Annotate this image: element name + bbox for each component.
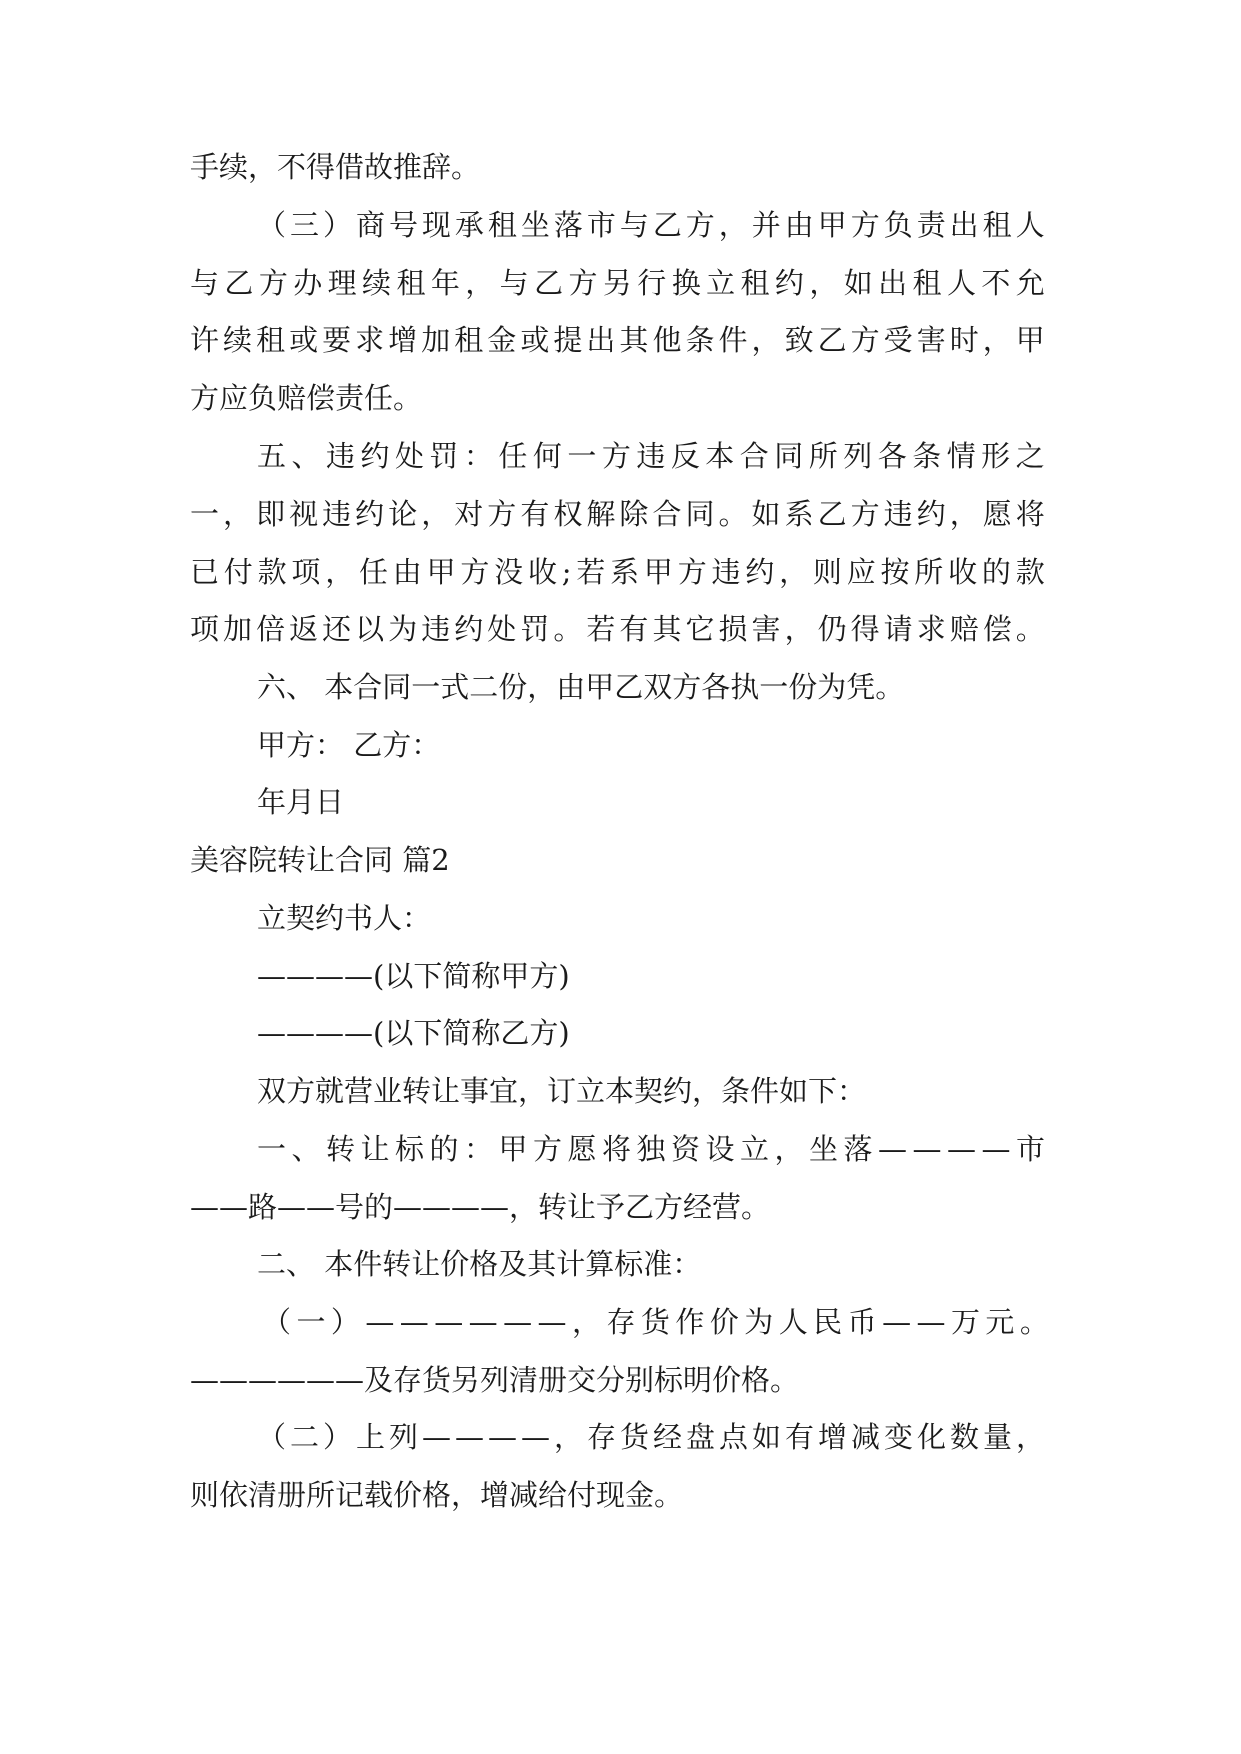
text-char: 有 <box>784 1420 814 1454</box>
text-char: 请 <box>883 612 913 646</box>
text-char: 视 <box>289 497 319 531</box>
text-char: 加 <box>421 323 451 357</box>
text-char: 市 <box>586 208 616 242</box>
text-char: ， <box>774 1132 804 1166</box>
text-char: 款 <box>1015 555 1045 589</box>
text-char: 减 <box>850 1420 880 1454</box>
text-char: 立 <box>740 1132 770 1166</box>
text-char: — <box>878 1132 907 1166</box>
text-char: 愿 <box>982 497 1012 531</box>
text-char: 方 <box>460 555 490 589</box>
text-char: 或 <box>289 323 319 357</box>
text-char: 仍 <box>817 612 847 646</box>
text-char: 加 <box>223 612 253 646</box>
text-char: 货 <box>619 1420 649 1454</box>
text-char: 收 <box>948 555 978 589</box>
text-char: 项 <box>190 612 220 646</box>
text-char: 方 <box>533 1132 563 1166</box>
text-char: 约 <box>916 497 946 531</box>
text-char: 列 <box>389 1420 419 1454</box>
text-char: 数 <box>949 1420 979 1454</box>
text-char: 由 <box>784 208 814 242</box>
text-char: 乙 <box>652 208 682 242</box>
text-char: ; <box>561 555 572 589</box>
text-char: ， <box>465 266 495 300</box>
text-char: 。 <box>1019 1305 1049 1339</box>
text-line-18 <box>257 1129 1045 1169</box>
text-line-16: ————(以下简称乙方) <box>257 1016 570 1050</box>
text-line-6 <box>257 436 1045 476</box>
text-char: 款 <box>257 555 287 589</box>
text-char: 方 <box>601 439 631 473</box>
text-line-10: 六、 本合同一式二份，由甲乙双方各执一份为凭。 <box>257 670 905 704</box>
text-char: 要 <box>322 323 352 357</box>
text-char: 其 <box>652 612 682 646</box>
text-char: 条 <box>685 323 715 357</box>
text-char: 一 <box>567 439 597 473</box>
text-char: ） <box>322 208 352 242</box>
text-char: 与 <box>619 208 649 242</box>
text-char: 民 <box>813 1305 843 1339</box>
text-char: 年 <box>430 266 460 300</box>
text-char: 落 <box>843 1132 873 1166</box>
text-char: 已 <box>190 555 220 589</box>
text-char: 盘 <box>685 1420 715 1454</box>
text-char: ， <box>325 555 355 589</box>
text-char: 对 <box>454 497 484 531</box>
text-char: 致 <box>784 323 814 357</box>
text-char: 方 <box>568 266 598 300</box>
text-char: 号 <box>388 208 418 242</box>
text-char: 违 <box>325 439 355 473</box>
text-line-11: 甲方： 乙方： <box>257 728 441 762</box>
text-char: 合 <box>652 497 682 531</box>
text-char: 甲 <box>1015 323 1045 357</box>
text-char: 一 <box>296 1305 326 1339</box>
text-char: 由 <box>392 555 422 589</box>
text-char: 方 <box>685 208 715 242</box>
text-char: 的 <box>429 1132 459 1166</box>
text-char: ， <box>553 1420 583 1454</box>
text-char: 租 <box>912 266 942 300</box>
text-char: 合 <box>739 439 769 473</box>
text-char: 租 <box>740 266 770 300</box>
text-char: 付 <box>223 555 253 589</box>
text-char: 现 <box>421 208 451 242</box>
text-char: 应 <box>846 555 876 589</box>
text-char: 则 <box>812 555 842 589</box>
text-char: 收 <box>527 555 557 589</box>
text-char: 所 <box>914 555 944 589</box>
text-char: 独 <box>636 1132 666 1166</box>
text-line-7 <box>190 494 1045 534</box>
text-char: 租 <box>454 323 484 357</box>
text-char: 得 <box>850 612 880 646</box>
text-line-24: 则依清册所记载价格，增减给付现金。 <box>190 1478 684 1512</box>
text-line-2 <box>257 205 1045 245</box>
text-char: 续 <box>362 266 392 300</box>
text-char: 返 <box>289 612 319 646</box>
text-char: （ <box>262 1305 292 1339</box>
text-line-23 <box>257 1417 1045 1457</box>
text-line-4 <box>190 320 1045 360</box>
text-char: 件 <box>718 323 748 357</box>
text-char: 条 <box>912 439 942 473</box>
text-char: 违 <box>421 612 451 646</box>
text-char: 约 <box>360 439 390 473</box>
text-char: 本 <box>705 439 735 473</box>
text-char: 理 <box>327 266 357 300</box>
text-char: 求 <box>916 612 946 646</box>
text-char: 与 <box>499 266 529 300</box>
text-char: 他 <box>652 323 682 357</box>
section-heading: 美容院转让合同 篇2 <box>190 843 450 877</box>
text-char: — <box>434 1305 464 1339</box>
text-char: — <box>882 1305 912 1339</box>
text-char: ， <box>718 208 748 242</box>
text-char: 各 <box>877 439 907 473</box>
text-char: 允 <box>1015 266 1045 300</box>
text-char: 违 <box>322 497 352 531</box>
text-char: 方 <box>850 323 880 357</box>
text-line-5: 方应负赔偿责任。 <box>190 381 423 415</box>
text-char: 如 <box>843 266 873 300</box>
text-char: 币 <box>847 1305 877 1339</box>
text-char: 增 <box>817 1420 847 1454</box>
text-char: 除 <box>619 497 649 531</box>
text-char: 化 <box>916 1420 946 1454</box>
text-char: ， <box>751 323 781 357</box>
text-line-21 <box>262 1302 1049 1342</box>
text-char: 。 <box>553 612 583 646</box>
text-char: 为 <box>744 1305 774 1339</box>
text-char: 以 <box>355 612 385 646</box>
text-char: 愿 <box>567 1132 597 1166</box>
text-char: 市 <box>1015 1132 1045 1166</box>
text-char: 提 <box>553 323 583 357</box>
text-char: 处 <box>487 612 517 646</box>
text-char: 权 <box>553 497 583 531</box>
text-char: 反 <box>670 439 700 473</box>
text-char: 乙 <box>817 323 847 357</box>
text-char: ， <box>949 497 979 531</box>
text-char: 、 <box>291 439 321 473</box>
text-char: 害 <box>916 323 946 357</box>
text-char: 续 <box>223 323 253 357</box>
text-char: ） <box>323 1420 353 1454</box>
text-char: 约 <box>774 266 804 300</box>
text-char: 变 <box>883 1420 913 1454</box>
text-char: 罚 <box>520 612 550 646</box>
text-char: — <box>468 1305 498 1339</box>
text-char: 价 <box>709 1305 739 1339</box>
text-line-20: 二、 本件转让价格及其计算标准： <box>257 1247 702 1281</box>
text-char: ， <box>223 497 253 531</box>
text-char: 办 <box>293 266 323 300</box>
text-char: 金 <box>487 323 517 357</box>
text-char: 甲 <box>817 208 847 242</box>
text-char: 方 <box>850 208 880 242</box>
text-char: 转 <box>326 1132 356 1166</box>
text-char: 按 <box>880 555 910 589</box>
text-char: 租 <box>256 323 286 357</box>
text-char: ， <box>571 1305 601 1339</box>
text-char: — <box>365 1305 395 1339</box>
text-char: ， <box>1015 1420 1045 1454</box>
text-char: 列 <box>843 439 873 473</box>
text-char: 方 <box>677 555 707 589</box>
text-char: 标 <box>395 1132 425 1166</box>
text-char: 租 <box>982 208 1012 242</box>
text-line-8 <box>190 552 1045 592</box>
text-char: 同 <box>685 497 715 531</box>
text-char: 违 <box>636 439 666 473</box>
text-char: 损 <box>718 612 748 646</box>
text-char: — <box>422 1420 451 1454</box>
text-char: 约 <box>454 612 484 646</box>
text-char: 的 <box>981 555 1011 589</box>
text-char: 租 <box>396 266 426 300</box>
text-char: 三 <box>289 208 319 242</box>
text-char: 二 <box>290 1420 320 1454</box>
text-char: ） <box>330 1305 360 1339</box>
text-char: 立 <box>706 266 736 300</box>
text-char: 与 <box>190 266 220 300</box>
text-char: 换 <box>671 266 701 300</box>
text-char: 系 <box>784 497 814 531</box>
text-char: 没 <box>494 555 524 589</box>
text-char: 罚 <box>429 439 459 473</box>
text-char: 方 <box>487 497 517 531</box>
text-char: 商 <box>355 208 385 242</box>
text-char: 解 <box>586 497 616 531</box>
text-char: 约 <box>355 497 385 531</box>
text-char: （ <box>257 1420 287 1454</box>
text-char: 或 <box>520 323 550 357</box>
text-char: 倍 <box>256 612 286 646</box>
text-char: 如 <box>751 497 781 531</box>
text-char: 它 <box>685 612 715 646</box>
text-char: 若 <box>586 612 616 646</box>
text-char: 设 <box>705 1132 735 1166</box>
text-char: 坐 <box>809 1132 839 1166</box>
text-char: 偿 <box>982 612 1012 646</box>
text-char: 甲 <box>643 555 673 589</box>
text-char: 租 <box>487 208 517 242</box>
text-char: 人 <box>1015 208 1045 242</box>
text-char: — <box>454 1420 484 1454</box>
text-char: 。 <box>1015 612 1045 646</box>
text-char: （ <box>257 208 287 242</box>
text-char: 承 <box>454 208 484 242</box>
text-char: 许 <box>190 323 220 357</box>
text-char: 上 <box>356 1420 386 1454</box>
text-char: 甲 <box>498 1132 528 1166</box>
text-char: 乙 <box>817 497 847 531</box>
text-char: — <box>503 1305 533 1339</box>
text-char: 甲 <box>426 555 456 589</box>
text-char: 经 <box>652 1420 682 1454</box>
text-char: 求 <box>355 323 385 357</box>
text-char: 为 <box>388 612 418 646</box>
text-char: 一 <box>190 497 220 531</box>
text-char: 受 <box>883 323 913 357</box>
text-line-22: ——————及存货另列清册交分别标明价格。 <box>190 1363 800 1397</box>
text-char: — <box>537 1305 567 1339</box>
text-char: 何 <box>532 439 562 473</box>
text-char: 乙 <box>534 266 564 300</box>
text-char: — <box>912 1132 942 1166</box>
text-char: 元 <box>985 1305 1015 1339</box>
text-char: ： <box>463 439 493 473</box>
text-char: 有 <box>520 497 550 531</box>
text-char: 赔 <box>949 612 979 646</box>
text-char: 让 <box>360 1132 390 1166</box>
text-char: 违 <box>883 497 913 531</box>
text-char: — <box>946 1132 976 1166</box>
text-char: 出 <box>586 323 616 357</box>
text-char: 所 <box>808 439 838 473</box>
text-char: 资 <box>671 1132 701 1166</box>
text-line-17: 双方就营业转让事宜，订立本契约，条件如下： <box>257 1074 867 1108</box>
text-char: ， <box>982 323 1012 357</box>
text-char: 乙 <box>224 266 254 300</box>
text-char: 坐 <box>520 208 550 242</box>
text-char: — <box>916 1305 946 1339</box>
text-char: 将 <box>1015 497 1045 531</box>
text-char: 、 <box>291 1132 321 1166</box>
text-char: 并 <box>751 208 781 242</box>
text-char: 论 <box>388 497 418 531</box>
text-char: 五 <box>257 439 287 473</box>
text-char: 点 <box>718 1420 748 1454</box>
text-char: 万 <box>950 1305 980 1339</box>
text-char: — <box>520 1420 550 1454</box>
text-line-14: 立契约书人： <box>257 901 432 935</box>
text-char: 时 <box>949 323 979 357</box>
text-char: 系 <box>610 555 640 589</box>
text-char: 即 <box>256 497 286 531</box>
text-char: — <box>981 1132 1011 1166</box>
text-char: 将 <box>602 1132 632 1166</box>
text-char: 违 <box>711 555 741 589</box>
text-char: 害 <box>751 612 781 646</box>
text-char: 存 <box>586 1420 616 1454</box>
text-line-15: ————(以下简称甲方) <box>257 959 570 993</box>
text-char: 任 <box>358 555 388 589</box>
text-char: 负 <box>883 208 913 242</box>
text-char: 处 <box>394 439 424 473</box>
text-char: 行 <box>637 266 667 300</box>
text-char: ， <box>779 555 809 589</box>
text-char: 方 <box>850 497 880 531</box>
text-char: 出 <box>949 208 979 242</box>
text-char: 另 <box>602 266 632 300</box>
text-char: 项 <box>291 555 321 589</box>
text-line-12: 年月日 <box>257 785 345 819</box>
text-char: 货 <box>640 1305 670 1339</box>
text-char: 一 <box>257 1132 287 1166</box>
text-char: 作 <box>675 1305 705 1339</box>
text-char: 有 <box>619 612 649 646</box>
text-char: 还 <box>322 612 352 646</box>
text-char: 如 <box>751 1420 781 1454</box>
text-char: 情 <box>946 439 976 473</box>
text-line-19: ——路——号的————，转让予乙方经营。 <box>190 1190 771 1224</box>
text-char: 责 <box>916 208 946 242</box>
text-char: 落 <box>553 208 583 242</box>
text-char: 若 <box>576 555 606 589</box>
text-char: 人 <box>778 1305 808 1339</box>
text-char: ， <box>809 266 839 300</box>
text-char: 任 <box>498 439 528 473</box>
text-char: ： <box>464 1132 494 1166</box>
text-char: 人 <box>946 266 976 300</box>
text-line-1: 手续，不得借故推辞。 <box>190 150 481 184</box>
text-char: ， <box>421 497 451 531</box>
text-char: 增 <box>388 323 418 357</box>
text-char: 约 <box>745 555 775 589</box>
text-char: 形 <box>981 439 1011 473</box>
text-char: 方 <box>258 266 288 300</box>
text-line-3 <box>190 263 1045 303</box>
text-char: 不 <box>981 266 1011 300</box>
text-char: — <box>487 1420 517 1454</box>
text-char: 量 <box>982 1420 1012 1454</box>
text-char: 出 <box>878 266 908 300</box>
text-char: — <box>399 1305 429 1339</box>
text-char: 之 <box>1015 439 1045 473</box>
text-char: ， <box>784 612 814 646</box>
text-char: 存 <box>606 1305 636 1339</box>
text-char: 同 <box>774 439 804 473</box>
text-char: 。 <box>718 497 748 531</box>
text-line-9 <box>190 609 1045 649</box>
text-char: 其 <box>619 323 649 357</box>
